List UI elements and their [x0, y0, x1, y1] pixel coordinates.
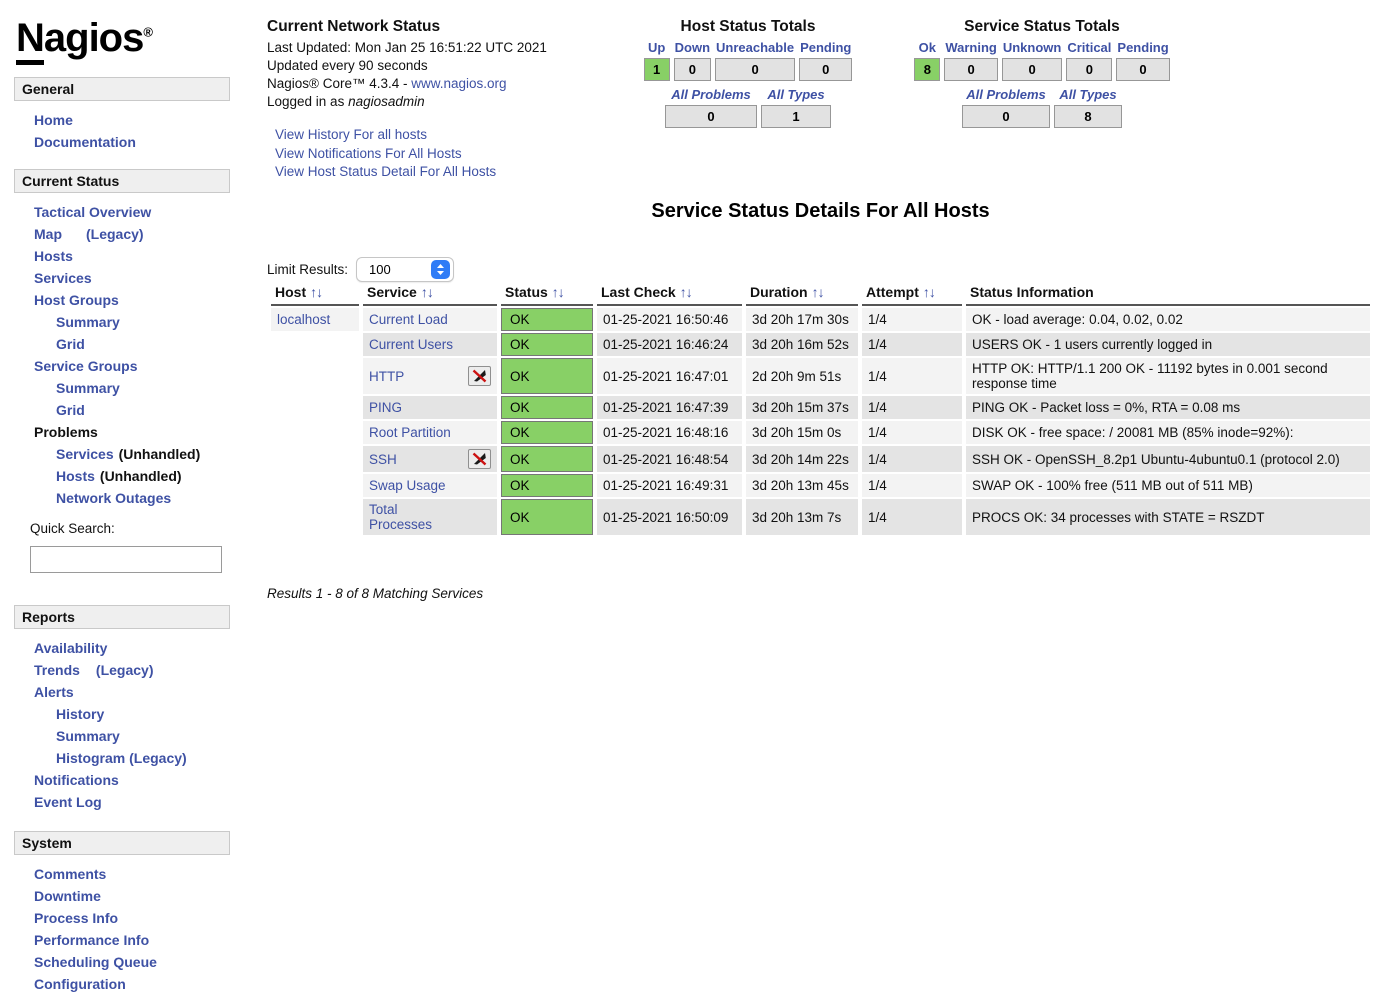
service-link[interactable]: Total Processes	[369, 502, 433, 532]
status-info-cell: DISK OK - free space: / 20081 MB (85% inode=92%):	[966, 421, 1370, 444]
sort-asc-icon[interactable]: ↑	[420, 284, 427, 300]
service-link[interactable]: Current Users	[369, 337, 454, 352]
service-unknown-count: 0	[1002, 58, 1063, 81]
service-link[interactable]: PING	[369, 400, 403, 415]
sort-desc-icon[interactable]: ↓	[685, 284, 692, 300]
status-badge: OK	[501, 499, 593, 535]
service-all-types-count: 8	[1054, 105, 1122, 128]
sidebar-item-event-log[interactable]: Event Log	[34, 794, 102, 810]
attempt-cell: 1/4	[862, 333, 962, 356]
sidebar-item-alerts-summary[interactable]: Summary	[56, 728, 120, 744]
quick-search-input[interactable]	[30, 546, 222, 573]
duration-cell: 3d 20h 17m 30s	[746, 308, 858, 331]
sidebar-item-process-info[interactable]: Process Info	[34, 910, 119, 926]
sidebar-item-tactical-overview[interactable]: Tactical Overview	[34, 204, 152, 220]
sidebar-item-downtime[interactable]: Downtime	[34, 888, 101, 904]
sidebar-item-host-groups-summary[interactable]: Summary	[56, 314, 120, 330]
service-link[interactable]: Current Load	[369, 312, 448, 327]
status-badge: OK	[501, 358, 593, 394]
status-info-cell: USERS OK - 1 users currently logged in	[966, 333, 1370, 356]
col-header-last-check: Last Check ↑↓	[597, 282, 742, 306]
col-header-status: Status ↑↓	[501, 282, 593, 306]
service-status-table	[267, 280, 1374, 537]
sidebar-item-home[interactable]: Home	[34, 112, 73, 128]
table-header-row	[271, 282, 1370, 306]
sort-desc-icon[interactable]: ↓	[557, 284, 564, 300]
last-check-cell: 01-25-2021 16:47:01	[597, 358, 742, 394]
table-row	[271, 474, 1370, 497]
col-header-attempt: Attempt ↑↓	[862, 282, 962, 306]
sidebar-item-configuration[interactable]: Configuration	[34, 976, 126, 992]
sort-asc-icon[interactable]: ↑	[922, 284, 929, 300]
attempt-cell: 1/4	[862, 358, 962, 394]
sidebar-section-reports: Reports	[14, 605, 230, 629]
service-totals-title: Service Status Totals	[964, 18, 1120, 35]
sidebar-section-system: System	[14, 831, 230, 855]
sidebar-label-problems: Problems	[34, 424, 98, 440]
sidebar-item-alerts-histogram-legacy[interactable]: Histogram (Legacy)	[56, 750, 187, 766]
service-totals-critical-label[interactable]: Critical	[1067, 40, 1112, 55]
status-badge: OK	[501, 474, 593, 497]
sort-asc-icon[interactable]: ↑	[551, 284, 558, 300]
sidebar-section-general: General	[14, 77, 230, 101]
host-up-count: 1	[644, 58, 670, 81]
attempt-cell: 1/4	[862, 474, 962, 497]
sidebar-item-map-legacy[interactable]: Map (Legacy)	[34, 226, 144, 242]
sidebar-section-current-status: Current Status	[14, 169, 230, 193]
attempt-cell: 1/4	[862, 421, 962, 444]
attempt-cell: 1/4	[862, 308, 962, 331]
sidebar-item-notifications[interactable]: Notifications	[34, 772, 119, 788]
sort-desc-icon[interactable]: ↓	[316, 284, 323, 300]
sidebar-item-trends-legacy[interactable]: Trends (Legacy)	[34, 662, 154, 678]
sidebar-item-host-groups[interactable]: Host Groups	[34, 292, 119, 308]
current-network-status	[267, 18, 547, 182]
service-pending-count: 0	[1116, 58, 1169, 81]
last-updated: Last Updated: Mon Jan 25 16:51:22 UTC 2021	[267, 40, 547, 55]
sidebar-item-performance-info[interactable]: Performance Info	[34, 932, 150, 948]
table-row	[271, 308, 1370, 331]
duration-cell: 3d 20h 14m 22s	[746, 446, 858, 472]
sidebar-item-service-groups[interactable]: Service Groups	[34, 358, 138, 374]
sort-asc-icon[interactable]: ↑	[811, 284, 818, 300]
sidebar	[14, 14, 230, 995]
page-title: Service Status Details For All Hosts	[651, 200, 990, 222]
sort-asc-icon[interactable]: ↑	[310, 284, 317, 300]
table-row	[271, 446, 1370, 472]
service-totals-unknown-label[interactable]: Unknown	[1002, 40, 1062, 55]
host-link[interactable]: localhost	[277, 312, 331, 327]
sidebar-item-hosts[interactable]: Hosts	[34, 248, 73, 264]
status-badge: OK	[501, 396, 593, 419]
status-info-cell: PROCS OK: 34 processes with STATE = RSZDT	[966, 499, 1370, 535]
service-link[interactable]: Root Partition	[369, 425, 451, 440]
table-row	[271, 396, 1370, 419]
host-status-totals	[603, 18, 893, 131]
network-status-title: Current Network Status	[267, 18, 441, 35]
view-history-link[interactable]: View History For all hosts	[275, 127, 428, 142]
attempt-cell: 1/4	[862, 396, 962, 419]
service-link[interactable]: Swap Usage	[369, 478, 446, 493]
last-check-cell: 01-25-2021 16:50:09	[597, 499, 742, 535]
view-host-status-detail-link[interactable]: View Host Status Detail For All Hosts	[275, 164, 497, 179]
status-badge: OK	[501, 421, 593, 444]
status-badge: OK	[501, 333, 593, 356]
host-totals-unreachable-label[interactable]: Unreachable	[716, 40, 795, 55]
duration-cell: 3d 20h 15m 37s	[746, 396, 858, 419]
service-critical-count: 0	[1066, 58, 1112, 81]
service-all-problems-count: 0	[962, 105, 1050, 128]
host-totals-up-label[interactable]: Up	[647, 40, 666, 55]
host-unreachable-count: 0	[715, 58, 795, 81]
status-info-cell: HTTP OK: HTTP/1.1 200 OK - 11192 bytes in 0.001 second response time	[966, 358, 1370, 394]
nagios-logo: Nagios®	[16, 16, 230, 61]
sidebar-item-network-outages[interactable]: Network Outages	[56, 490, 172, 506]
table-row	[271, 358, 1370, 394]
host-totals-title: Host Status Totals	[680, 18, 816, 35]
sidebar-item-service-groups-grid[interactable]: Grid	[56, 402, 85, 418]
last-check-cell: 01-25-2021 16:50:46	[597, 308, 742, 331]
sidebar-item-services-unhandled[interactable]: Services (Unhandled)	[56, 446, 201, 462]
sidebar-item-services[interactable]: Services	[34, 270, 92, 286]
col-header-host: Host ↑↓	[271, 282, 359, 306]
limit-results-label: Limit Results:	[267, 262, 349, 277]
status-info-cell: SWAP OK - 100% free (511 MB out of 511 MB)	[966, 474, 1370, 497]
status-info-cell: SSH OK - OpenSSH_8.2p1 Ubuntu-4ubuntu0.1 (protocol 2.0)	[966, 446, 1370, 472]
service-totals-ok-label[interactable]: Ok	[918, 40, 936, 55]
service-totals-warning-label[interactable]: Warning	[945, 40, 997, 55]
sidebar-item-hosts-unhandled[interactable]: Hosts (Unhandled)	[56, 468, 182, 484]
sidebar-item-alerts-history[interactable]: History	[56, 706, 105, 722]
notifications-disabled-icon[interactable]	[468, 366, 491, 386]
duration-cell: 3d 20h 15m 0s	[746, 421, 858, 444]
attempt-cell: 1/4	[862, 499, 962, 535]
service-link[interactable]: SSH	[369, 451, 397, 467]
host-totals-pending-label[interactable]: Pending	[800, 40, 852, 55]
status-badge: OK	[501, 446, 593, 472]
host-all-types-label[interactable]: All Types	[767, 87, 825, 102]
service-status-totals	[887, 18, 1197, 131]
service-warning-count: 0	[944, 58, 998, 81]
nagios-org-link[interactable]: www.nagios.org	[411, 76, 507, 91]
core-version: Nagios® Core™ 4.3.4 - www.nagios.org	[267, 76, 507, 91]
host-all-types-count: 1	[761, 105, 831, 128]
sidebar-item-documentation[interactable]: Documentation	[34, 134, 136, 150]
host-pending-count: 0	[799, 58, 852, 81]
attempt-cell: 1/4	[862, 446, 962, 472]
notifications-disabled-icon[interactable]	[468, 449, 491, 469]
service-ok-count: 8	[914, 58, 940, 81]
duration-cell: 3d 20h 16m 52s	[746, 333, 858, 356]
host-down-count: 0	[674, 58, 711, 81]
last-check-cell: 01-25-2021 16:47:39	[597, 396, 742, 419]
service-totals-pending-label[interactable]: Pending	[1117, 40, 1169, 55]
sidebar-item-host-groups-grid[interactable]: Grid	[56, 336, 85, 352]
service-all-problems-label[interactable]: All Problems	[966, 87, 1046, 102]
table-row	[271, 499, 1370, 535]
table-row	[271, 333, 1370, 356]
duration-cell: 3d 20h 13m 7s	[746, 499, 858, 535]
col-header-duration: Duration ↑↓	[746, 282, 858, 306]
status-badge: OK	[501, 308, 593, 331]
sort-desc-icon[interactable]: ↓	[817, 284, 824, 300]
sort-desc-icon[interactable]: ↓	[928, 284, 935, 300]
view-notifications-link[interactable]: View Notifications For All Hosts	[275, 145, 462, 161]
service-all-types-label[interactable]: All Types	[1059, 87, 1117, 102]
table-row	[271, 421, 1370, 444]
col-header-status-information: Status Information	[966, 282, 1370, 306]
service-link[interactable]: HTTP	[369, 368, 405, 384]
host-totals-down-label[interactable]: Down	[674, 40, 711, 55]
host-all-problems-label[interactable]: All Problems	[671, 87, 751, 102]
sidebar-item-alerts[interactable]: Alerts	[34, 684, 74, 700]
results-note: Results 1 - 8 of 8 Matching Services	[267, 586, 484, 601]
sidebar-item-comments[interactable]: Comments	[34, 866, 107, 882]
last-check-cell: 01-25-2021 16:48:16	[597, 421, 742, 444]
col-header-service: Service ↑↓	[363, 282, 497, 306]
logged-in-as: Logged in as nagiosadmin	[267, 94, 425, 109]
status-info-cell: PING OK - Packet loss = 0%, RTA = 0.08 ms	[966, 396, 1370, 419]
sort-asc-icon[interactable]: ↑	[679, 284, 686, 300]
last-check-cell: 01-25-2021 16:46:24	[597, 333, 742, 356]
sidebar-item-service-groups-summary[interactable]: Summary	[56, 380, 120, 396]
last-check-cell: 01-25-2021 16:49:31	[597, 474, 742, 497]
sidebar-item-availability[interactable]: Availability	[34, 640, 108, 656]
sort-desc-icon[interactable]: ↓	[426, 284, 433, 300]
sidebar-item-scheduling-queue[interactable]: Scheduling Queue	[34, 954, 157, 970]
duration-cell: 3d 20h 13m 45s	[746, 474, 858, 497]
limit-results-select[interactable]: 100	[356, 257, 454, 282]
last-check-cell: 01-25-2021 16:48:54	[597, 446, 742, 472]
quick-search-label: Quick Search:	[30, 521, 115, 536]
status-info-cell: OK - load average: 0.04, 0.02, 0.02	[966, 308, 1370, 331]
select-stepper-icon	[431, 260, 450, 279]
host-all-problems-count: 0	[665, 105, 757, 128]
duration-cell: 2d 20h 9m 51s	[746, 358, 858, 394]
update-interval: Updated every 90 seconds	[267, 58, 428, 73]
